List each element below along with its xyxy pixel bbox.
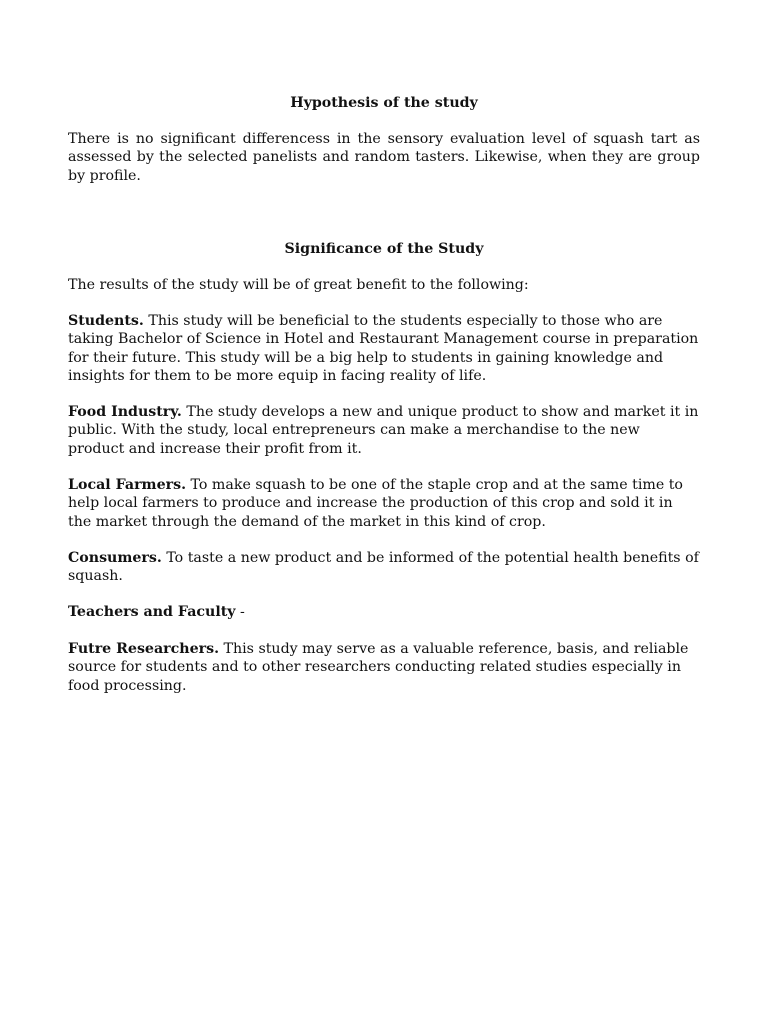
hypothesis-paragraph: There is no significant differencess in the sensory evaluation level of squash tart as assessed by the selected panelists and random tasters. Likewise, when they are group by profile.	[68, 131, 700, 184]
beneficiary-local-farmers	[68, 476, 700, 531]
beneficiary-term: Local Farmers.	[68, 477, 187, 493]
significance-intro: The results of the study will be of great benefit to the following:	[68, 277, 529, 293]
beneficiary-teachers-faculty	[68, 603, 700, 621]
beneficiary-description: The study develops a new and unique product to show and market it in public. With the study, local entrepreneurs can make a merchandise to the new product and increase their profit from it.	[68, 404, 699, 457]
beneficiary-term: Futre Researchers.	[68, 641, 220, 657]
beneficiary-consumers	[68, 549, 700, 586]
beneficiary-food-industry	[68, 403, 700, 458]
beneficiary-description: -	[235, 604, 245, 620]
beneficiary-students	[68, 312, 700, 385]
beneficiary-term: Students.	[68, 313, 144, 329]
beneficiary-term: Consumers.	[68, 550, 162, 566]
beneficiary-description: To taste a new product and be informed of the potential health benefits of squash.	[68, 550, 699, 585]
beneficiary-term: Teachers and Faculty	[68, 604, 236, 620]
beneficiary-description: This study will be beneficial to the students especially to those who are taking Bachelor of Science in Hotel and Restaurant Management course in preparation for their future. This study will be a big help to students in gaining knowledge and insights for them to be more equip in facing reality of life.	[68, 313, 699, 384]
beneficiary-future-researchers	[68, 640, 700, 695]
beneficiary-term: Food Industry.	[68, 404, 182, 420]
hypothesis-heading: Hypothesis of the study	[290, 95, 478, 111]
beneficiary-description: This study may serve as a valuable reference, basis, and reliable source for students and to other researchers conducting related studies especially in food processing.	[68, 641, 689, 694]
significance-heading: Significance of the Study	[284, 241, 484, 257]
beneficiary-description: To make squash to be one of the staple crop and at the same time to help local farmers to produce and increase the production of this crop and sold it in the market through the demand of the market in this kind of crop.	[68, 477, 683, 530]
